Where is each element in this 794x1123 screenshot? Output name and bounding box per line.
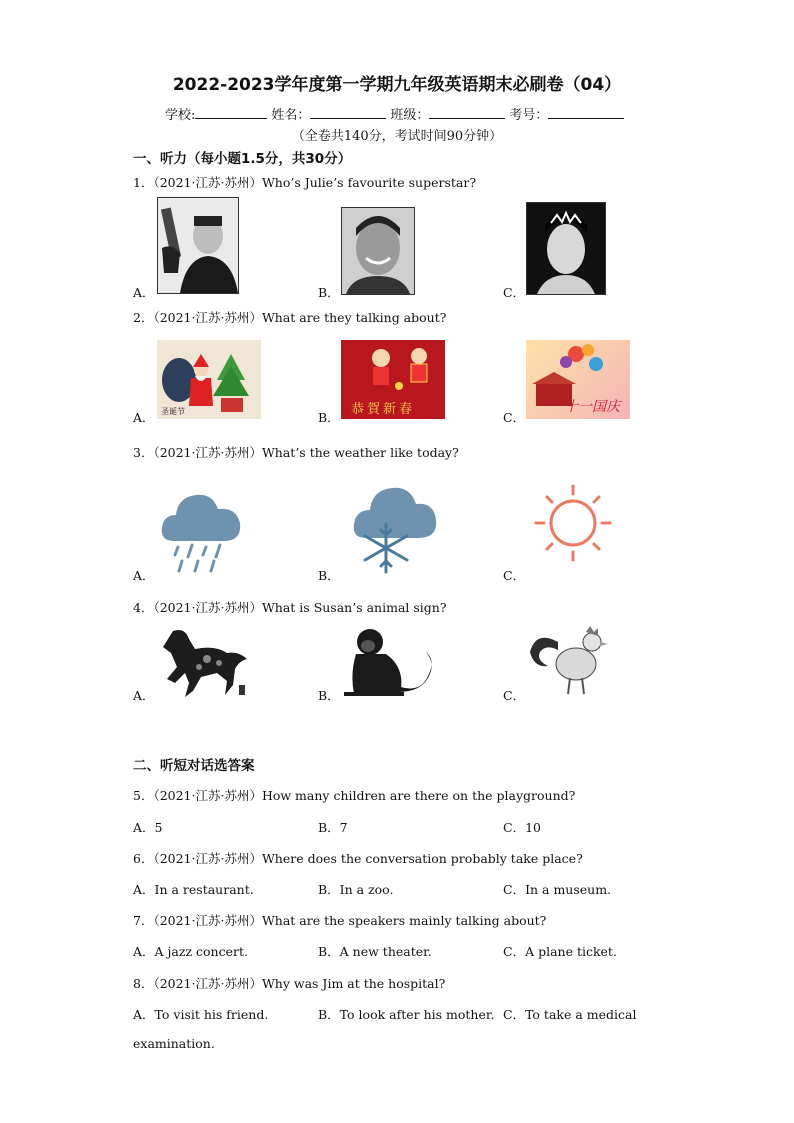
monkey-icon — [340, 624, 446, 700]
horse-icon — [155, 625, 253, 701]
q3-option-a[interactable]: A． — [133, 568, 155, 583]
q1-option-b[interactable]: B． — [318, 285, 340, 300]
q6-option-c[interactable]: C．In a museum. — [503, 882, 612, 897]
student-info-line — [165, 104, 628, 123]
q7-option-b[interactable]: B．A new theater. — [318, 944, 432, 959]
question-1-text: 1．（2021·江苏·苏州）Who’s Julie’s favourite superstar? — [133, 175, 477, 190]
q4-option-a[interactable]: A． — [133, 688, 155, 703]
q2-option-a[interactable]: A． — [133, 410, 155, 425]
name-blank[interactable] — [310, 104, 386, 119]
q5-option-b[interactable]: B．7 — [318, 820, 348, 835]
q8-option-c-continuation: examination. — [133, 1036, 215, 1051]
q3-option-b[interactable]: B． — [318, 568, 340, 583]
class-label: 班级： — [390, 108, 430, 123]
q7-option-a[interactable]: A．A jazz concert. — [133, 944, 248, 959]
photo-woman-with-tiara — [526, 202, 606, 295]
photo-man-with-trophy — [157, 197, 239, 294]
spring-festival-caption: 恭賀新春 — [351, 402, 416, 417]
q5-option-c[interactable]: C．10 — [503, 820, 541, 835]
question-4-text: 4．（2021·江苏·苏州）What is Susan’s animal sign? — [133, 600, 447, 615]
national-day-picture — [526, 340, 630, 419]
photo-smiling-man — [341, 207, 415, 295]
question-2-text: 2．（2021·江苏·苏州）What are they talking about? — [133, 310, 447, 325]
rain-icon — [160, 483, 242, 575]
question-8-text: 8．（2021·江苏·苏州）Why was Jim at the hospital? — [133, 976, 446, 991]
question-6-text: 6．（2021·江苏·苏州）Where does the conversation probably take place? — [133, 851, 583, 866]
q2-option-c[interactable]: C． — [503, 410, 526, 425]
number-blank[interactable] — [548, 104, 624, 119]
q4-option-c[interactable]: C． — [503, 688, 526, 703]
sun-icon — [534, 484, 612, 562]
q2-option-b[interactable]: B． — [318, 410, 340, 425]
rooster-icon — [528, 622, 610, 698]
q8-option-c[interactable]: C．To take a medical — [503, 1007, 637, 1022]
class-blank[interactable] — [429, 104, 505, 119]
question-5-text: 5．（2021·江苏·苏州）How many children are there on the playground? — [133, 788, 576, 803]
question-3-text: 3．（2021·江苏·苏州）What’s the weather like today? — [133, 445, 459, 460]
page-title: 2022-2023学年度第一学期九年级英语期末必刷卷（04） — [172, 75, 622, 95]
exam-note: （全卷共140分，考试时间90分钟） — [291, 129, 503, 144]
name-label: 姓名： — [271, 108, 311, 123]
question-7-text: 7．（2021·江苏·苏州）What are the speakers mainly talking about? — [133, 913, 547, 928]
q1-option-c[interactable]: C． — [503, 285, 526, 300]
q4-option-b[interactable]: B． — [318, 688, 340, 703]
number-label: 考号： — [509, 108, 549, 123]
q6-option-a[interactable]: A．In a restaurant. — [133, 882, 254, 897]
q8-option-a[interactable]: A．To visit his friend. — [133, 1007, 269, 1022]
q7-option-c[interactable]: C．A plane ticket. — [503, 944, 617, 959]
christmas-caption: 圣诞节 — [161, 407, 185, 416]
snow-icon — [352, 480, 438, 576]
section-1-heading: 一、听力（每小题1.5分，共30分） — [133, 151, 352, 167]
q5-option-a[interactable]: A．5 — [133, 820, 163, 835]
school-label: 学校: — [165, 108, 196, 123]
spring-festival-picture — [341, 340, 445, 419]
q1-option-a[interactable]: A． — [133, 285, 155, 300]
school-blank[interactable] — [195, 104, 267, 119]
q8-option-b[interactable]: B．To look after his mother. — [318, 1007, 495, 1022]
national-day-caption: 十一国庆 — [564, 399, 620, 415]
section-2-heading: 二、听短对话选答案 — [133, 758, 255, 774]
q3-option-c[interactable]: C． — [503, 568, 526, 583]
christmas-picture — [157, 340, 261, 419]
q6-option-b[interactable]: B．In a zoo. — [318, 882, 394, 897]
